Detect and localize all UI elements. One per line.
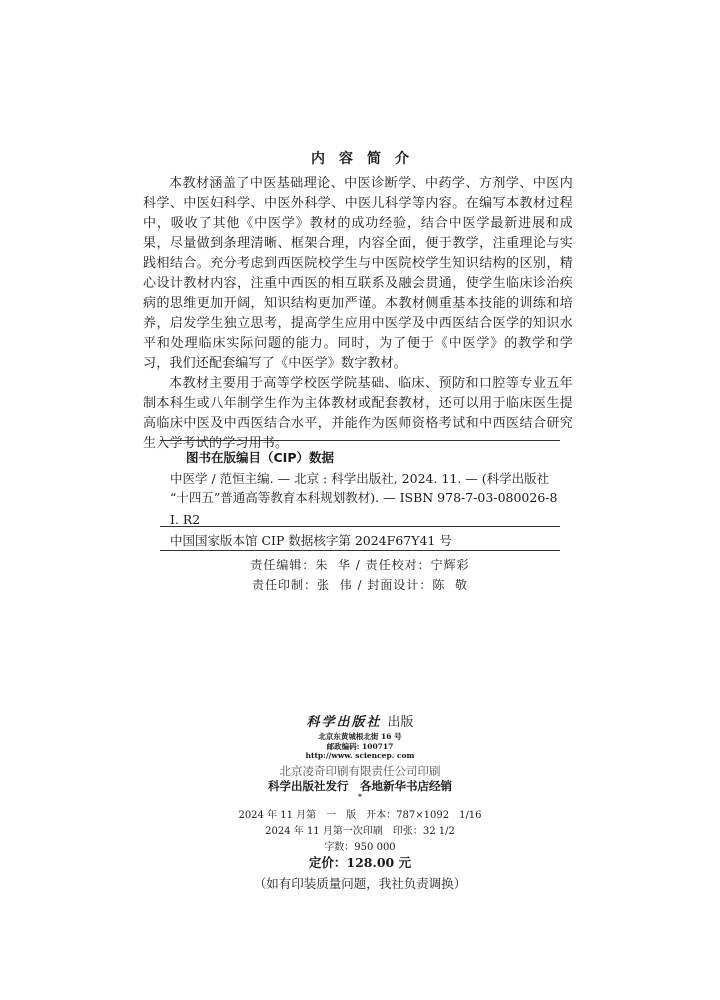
cip-bottom-rule — [160, 550, 560, 551]
summary-body — [143, 174, 573, 454]
cip-description-line: 中医学 / 范恒主编. — 北京 : 科学出版社, 2024. 11. — (科学出版社 — [170, 471, 550, 486]
summary-title: 内容简介 — [311, 151, 423, 167]
price: 定价：128.00 元 — [308, 855, 412, 870]
cip-middle-rule — [160, 526, 560, 527]
cip-description-line: “十四五”普通高等教育本科规划教材). — ISBN 978-7-03-080026-8 — [170, 490, 558, 505]
publisher-address: 北京东黄城根北街 16 号 — [318, 732, 402, 741]
cip-top-rule — [160, 440, 560, 441]
separator-star: * — [358, 792, 362, 801]
quality-note: （如有印装质量问题，我社负责调换） — [253, 876, 467, 891]
staff-production: 责任印制：张 伟 / 封面设计：陈 敬 — [252, 578, 468, 592]
publisher-url: http://www. sciencep. com — [305, 751, 415, 760]
cip-heading: 图书在版编目（CIP）数据 — [186, 450, 334, 465]
summary-paragraph: 本教材主要用于高等学校医学院基础、临床、预防和口腔等专业五年制本科生或八年制学生作为主体教材或配套教材，还可以用于临床医生提高临床中医及中西医结合水平，并能作为医师资格考试和中西医结合研究生入学考试的学习用书。 — [143, 376, 573, 451]
publisher-suffix: 出版 — [387, 715, 414, 730]
publisher-brand: 科学出版社 — [306, 715, 382, 730]
printer-line: 北京凌奇印刷有限责任公司印刷 — [279, 764, 441, 778]
cip-record-number: 中国国家版本馆 CIP 数据核字第 2024F67Y41 号 — [170, 533, 452, 548]
publisher-postcode: 邮政编码: 100717 — [326, 742, 394, 751]
cip-classification: Ⅰ. R2 — [170, 512, 201, 527]
word-count: 字数：950 000 — [324, 842, 396, 853]
distribution-line: 科学出版社发行 各地新华书店经销 — [268, 779, 452, 793]
summary-paragraph: 本教材涵盖了中医基础理论、中医诊断学、中药学、方剂学、中医内科学、中医妇科学、中医外科学、中医儿科学等内容。在编写本教材过程中，吸收了其他《中医学》教材的成功经验，结合中医学最新进展和成果，尽量做到条理清晰、框架合理，内容全面，便于教学，注重理论与实践相结合。充分考虑到西医院校学生与中医院校学生知识结构的区别，精心设计教材内容，注重中西医的相互联系及融会贯通，使学生临床诊治疾病的思维更加开阔，知识结构更加严谨。本教材侧重基本技能的训练和培养，启发学生独立思考，提高学生应用中医学及中西医结合医学的知识水平和处理临床实际问题的能力。同时，为了便于《中医学》的教学和学习，我们还配套编写了《中医学》数字教材。 — [143, 176, 573, 371]
edition-line: 2024 年 11 月第 一 版 开本：787×1092 1/16 — [238, 810, 482, 821]
staff-editors: 责任编辑：朱 华 / 责任校对：宁辉彩 — [250, 558, 470, 572]
printing-line: 2024 年 11 月第一次印刷 印张：32 1/2 — [265, 826, 455, 837]
publisher-line — [0, 711, 720, 730]
